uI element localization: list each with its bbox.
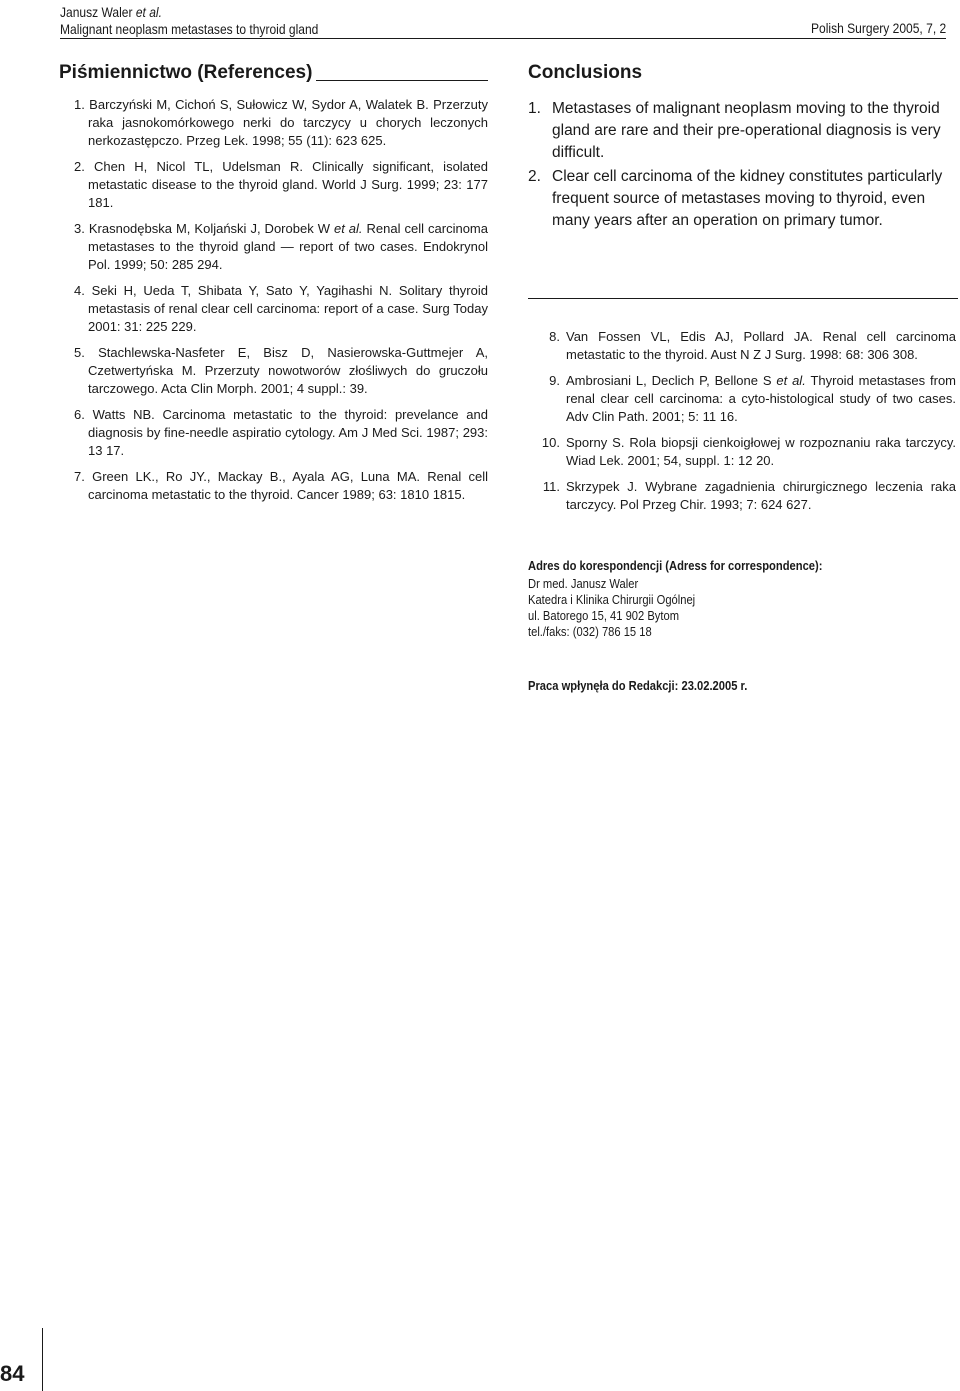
running-header bbox=[60, 4, 318, 38]
reference-list-left bbox=[74, 96, 488, 504]
header-author-etal: et al. bbox=[135, 4, 162, 20]
reference-item: 6. Watts NB. Carcinoma metastatic to the thyroid: prevelance and diagnosis by fine-needle aspiratio cytology. Am J Med Sci. 1987; 293: 13 17. bbox=[74, 407, 488, 458]
header-journal: Polish Surgery 2005, 7, 2 bbox=[810, 20, 946, 36]
reference-item: 9. Ambrosiani L, Declich P, Bellone S et al. Thyroid metastases from renal clear cell carcinoma: a cyto-histological study of two cases. Adv Clin Path. 2001; 5: 11 16. bbox=[549, 373, 957, 424]
header-author: Janusz Waler bbox=[60, 4, 136, 20]
page-number-rule bbox=[42, 1328, 43, 1391]
conclusions-title: Conclusions bbox=[528, 62, 643, 83]
reference-item: 10. Sporny S. Rola biopsji cienkoigłowej w rozpoznaniu raka tarczycy. Wiad Lek. 2001; 54, suppl. 1: 12 20. bbox=[541, 435, 956, 468]
correspondence-line: Katedra i Klinika Chirurgii Ogólnej bbox=[528, 592, 696, 607]
conclusions-list bbox=[528, 98, 960, 232]
reference-item: 11. Skrzypek J. Wybrane zagadnienia chirurgicznego leczenia raka tarczycy. Pol Przeg Chir. 1993; 7: 624 627. bbox=[542, 479, 956, 512]
reference-item: 1. Barczyński M, Cichoń S, Sułowicz W, Sydor A, Walatek B. Przerzuty raka jasnokomórkowego nerki do tarczycy u chorych leczonych nerkozastępczo. Przeg Lek. 1998; 55 (11): 623 625. bbox=[74, 97, 488, 148]
reference-item: 4. Seki H, Ueda T, Shibata Y, Sato Y, Yagihashi N. Solitary thyroid metastasis of renal clear cell carcinoma: report of a case. Surg Today 2001: 31: 225 229. bbox=[74, 283, 488, 334]
references-right-column bbox=[528, 328, 960, 522]
references-left-column bbox=[59, 62, 488, 512]
correspondence-title: Adres do korespondencji (Adress for correspondence): bbox=[528, 558, 823, 573]
reference-item: 5. Stachlewska-Nasfeter E, Bisz D, Nasierowska-Guttmejer A, Czetwertyńska M. Przerzuty nowotworów złośliwych do gruczołu tarczowego. Acta Clin Morph. 2001; 4 suppl.: 39. bbox=[74, 345, 488, 396]
references-heading bbox=[59, 62, 488, 84]
page-number: 84 bbox=[0, 1361, 25, 1386]
reference-item: 3. Krasnodębska M, Koljański J, Dorobek W et al. Renal cell carcinoma metastases to the thyroid gland — report of two cases. Endokrynol Pol. 1999; 50: 285 294. bbox=[74, 221, 488, 272]
header-article-title: Malignant neoplasm metastases to thyroid gland bbox=[60, 21, 319, 37]
header-divider bbox=[60, 38, 946, 39]
reference-item: 2. Chen H, Nicol TL, Udelsman R. Clinically significant, isolated metastatic disease to the thyroid gland. World J Surg. 1999; 23: 177 181. bbox=[74, 159, 488, 210]
correspondence-line: tel./faks: (032) 786 15 18 bbox=[528, 624, 652, 639]
reference-item: 7. Green LK., Ro JY., Mackay B., Ayala AG, Luna MA. Renal cell carcinoma metastatic to the thyroid. Cancer 1989; 63: 1810 1815. bbox=[74, 469, 488, 502]
right-column-divider bbox=[528, 298, 958, 299]
conclusion-item: 2. Clear cell carcinoma of the kidney constitutes particularly frequent source of metastases moving to thyroid, even many years after an operation on primary tumor. bbox=[528, 168, 943, 229]
correspondence-line: Dr med. Janusz Waler bbox=[528, 576, 639, 591]
reference-item: 8. Van Fossen VL, Edis AJ, Pollard JA. Renal cell carcinoma metastatic to the thyroid. Aust N Z J Surg. 1998: 68: 306 308. bbox=[549, 329, 956, 362]
references-heading-rule bbox=[316, 80, 488, 81]
correspondence-block bbox=[528, 558, 870, 640]
conclusions-section bbox=[528, 62, 960, 234]
reference-list-right bbox=[528, 328, 960, 514]
correspondence-line: ul. Batorego 15, 41 902 Bytom bbox=[528, 608, 680, 623]
conclusion-item: 1. Metastases of malignant neoplasm moving to the thyroid gland are rare and their pre-operational diagnosis is very difficult. bbox=[528, 100, 941, 161]
references-title: Piśmiennictwo (References) bbox=[59, 62, 313, 83]
received-date: Praca wpłynęła do Redakcji: 23.02.2005 r. bbox=[528, 678, 748, 693]
